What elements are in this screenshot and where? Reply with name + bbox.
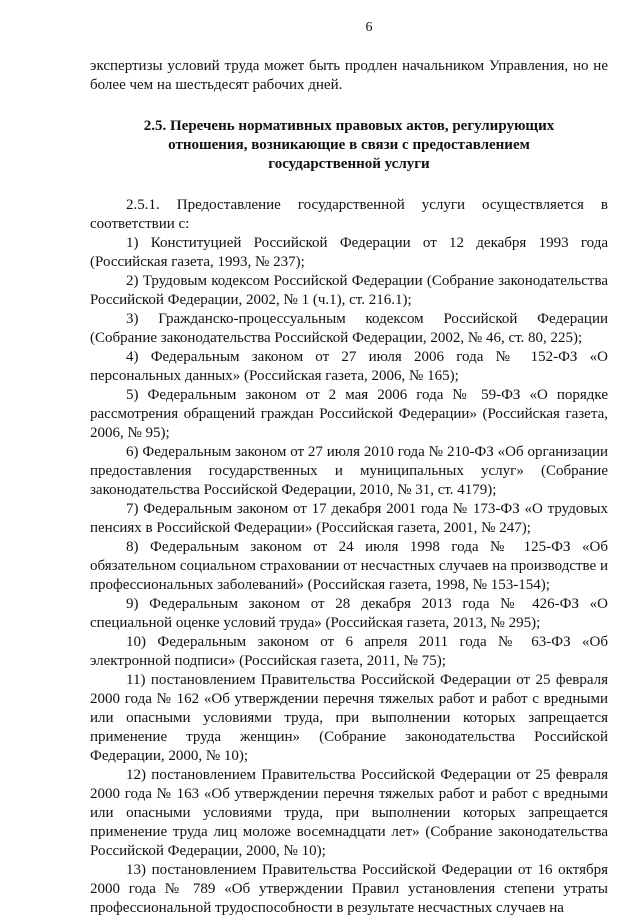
- legal-act-item: 12) постановлением Правительства Российской Федерации от 25 февраля 2000 года № 163 «Об утверждении перечня тяжелых работ и работ с вредными или опасными условиями труда, при выполнении которых запрещается применение труда лиц моложе восемнадцати лет» (Собрание законодательства Российской Федерации, 2000, № 10);: [90, 767, 608, 859]
- page-number: 6: [365, 20, 373, 35]
- section-lead: 2.5.1. Предоставление государственной услуги осуществляется в соответствии с:: [90, 197, 608, 232]
- legal-act-item: 11) постановлением Правительства Российской Федерации от 25 февраля 2000 года № 162 «Об утверждении перечня тяжелых работ и работ с вредными или опасными условиями труда, при выполнении которых запрещается применение труда женщин» (Собрание законодательства Российской Федерации, 2000, № 10);: [90, 672, 608, 764]
- section-heading: [90, 117, 608, 174]
- legal-acts-list: [90, 234, 608, 918]
- section-heading-line: 2.5. Перечень нормативных правовых актов, регулирующих: [143, 118, 555, 134]
- legal-act-item: 1) Конституцией Российской Федерации от 12 декабря 1993 года (Российская газета, 1993, № 237);: [90, 235, 608, 270]
- legal-act-item: 2) Трудовым кодексом Российской Федерации (Собрание законодательства Российской Федерации, 2002, № 1 (ч.1), ст. 216.1);: [90, 273, 608, 308]
- legal-act-item: 5) Федеральным законом от 2 мая 2006 года № 59-ФЗ «О порядке рассмотрения обращений граждан Российской Федерации» (Российская газета, 2006, № 95);: [90, 387, 608, 441]
- section-heading-line: отношения, возникающие в связи с предоставлением: [168, 137, 530, 153]
- legal-act-item: 4) Федеральным законом от 27 июля 2006 года № 152-ФЗ «О персональных данных» (Российская газета, 2006, № 165);: [90, 349, 608, 384]
- legal-act-item: 9) Федеральным законом от 28 декабря 2013 года № 426-ФЗ «О специальной оценке условий труда» (Российская газета, 2013, № 295);: [90, 596, 608, 631]
- section-heading-line: государственной услуги: [268, 156, 430, 172]
- legal-act-item: 10) Федеральным законом от 6 апреля 2011 года № 63-ФЗ «Об электронной подписи» (Российская газета, 2011, № 75);: [90, 634, 608, 669]
- intro-paragraph: экспертизы условий труда может быть продлен начальником Управления, но не более чем на шестьдесят рабочих дней.: [90, 58, 608, 93]
- legal-act-item: 7) Федеральным законом от 17 декабря 2001 года № 173-ФЗ «О трудовых пенсиях в Российской Федерации» (Российская газета, 2001, № 247);: [90, 501, 608, 536]
- legal-act-item: 3) Гражданско-процессуальным кодексом Российской Федерации (Собрание законодательства Российской Федерации, 2002, № 46, ст. 80, 225);: [90, 311, 608, 346]
- legal-act-item: 13) постановлением Правительства Российской Федерации от 16 октября 2000 года № 789 «Об утверждении Правил установления степени утраты профессиональной трудоспособности в результате несчастных случаев на: [90, 862, 608, 916]
- legal-act-item: 6) Федеральным законом от 27 июля 2010 года № 210-ФЗ «Об организации предоставления государственных и муниципальных услуг» (Собрание законодательства Российской Федерации, 2010, № 31, ст. 4179);: [90, 444, 608, 498]
- legal-act-item: 8) Федеральным законом от 24 июля 1998 года № 125-ФЗ «Об обязательном социальном страховании от несчастных случаев на производстве и профессиональных заболеваний» (Российская газета, 1998, № 153-154);: [90, 539, 608, 593]
